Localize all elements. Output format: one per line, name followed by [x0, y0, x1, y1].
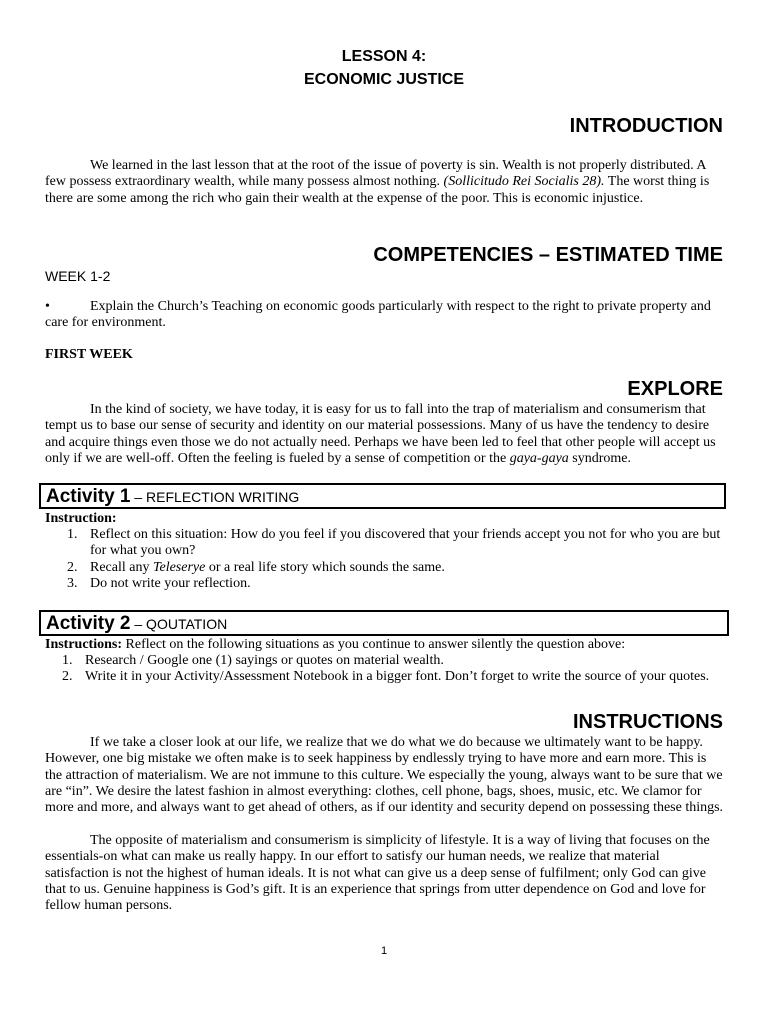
introduction-paragraph	[45, 158, 725, 207]
item-text-post: or a real life story which sounds the same.	[205, 559, 445, 575]
introduction-heading: INTRODUCTION	[569, 115, 723, 137]
activity-1-title	[46, 485, 299, 509]
activity-2-box	[39, 610, 729, 636]
item-number: 2.	[62, 669, 73, 685]
page-number: 1	[380, 945, 388, 957]
activity-1-list	[67, 527, 723, 592]
intro-citation: (Sollicitudo Rei Socialis 28).	[443, 174, 605, 190]
list-item	[62, 669, 730, 685]
explore-text-a: In the kind of society, we have today, it is easy for us to fall into the trap of materialism and consumerism that tempt us to base our sense of security and identity on our material possessions. Many of us have the tendency to desire and acquire things even those we do not actually need. Perhaps we have been led to feel that other people will accept us only if we are well-off. Often the feeling is fueled by a sense of competition or the	[45, 402, 716, 466]
instructions-heading: INSTRUCTIONS	[573, 711, 723, 733]
activity-2-instruction-label: Instructions:	[45, 637, 123, 652]
list-item	[67, 576, 723, 592]
lesson-number: LESSON 4:	[341, 48, 427, 65]
competency-text: Explain the Church’s Teaching on economic goods particularly with respect to the right to private property and care for environment.	[45, 299, 711, 331]
instructions-text-2: The opposite of materialism and consumerism is simplicity of lifestyle. It is a way of living that focuses on the essentials-on what can make us really happy. In our effort to satisfy our human needs, we realize that material satisfaction is not the highest of human ideals. It is not what can give us a deep sense of fulfilment; only God can give that to us. Genuine happiness is God’s gift. It is an experience that springs from utter dependence on God and love for fellow human persons.	[45, 833, 710, 914]
item-text: Write it in your Activity/Assessment Notebook in a bigger font. Don’t forget to write the source of your quotes.	[85, 669, 710, 685]
intro-text-b: The worst thing is there are some among the rich who gain their wealth at the expense of the poor. This is economic injustice.	[45, 174, 710, 206]
week-label: WEEK 1-2	[45, 268, 111, 284]
explore-text-b: syndrome.	[568, 450, 632, 466]
activity-1-box	[39, 483, 726, 509]
lesson-title: ECONOMIC JUSTICE	[303, 71, 464, 88]
list-item	[62, 653, 730, 669]
activity-1-subtitle: – REFLECTION WRITING	[130, 489, 300, 505]
item-number: 1.	[67, 527, 78, 542]
item-number: 1.	[62, 653, 73, 668]
item-text-italic: Teleserye	[152, 559, 206, 575]
instructions-paragraph-1	[45, 735, 725, 816]
item-number: 2.	[67, 559, 78, 575]
list-item	[67, 527, 723, 560]
item-text: Reflect on this situation: How do you feel if you discovered that your friends accept you not for who you are but for what you own?	[90, 527, 721, 559]
activity-2-label: Activity 2	[46, 613, 131, 634]
activity-1-instruction-label: Instruction:	[45, 511, 117, 526]
list-item	[67, 560, 723, 576]
item-text-pre: Recall any	[90, 559, 153, 575]
item-number: 3.	[67, 575, 78, 591]
activity-2-subtitle: – QOUTATION	[130, 616, 228, 632]
activity-2-title	[46, 612, 227, 636]
activity-2-instruction	[45, 637, 735, 653]
intro-text-a: We learned in the last lesson that at the root of the issue of poverty is sin. Wealth is not properly distributed. A few possess extraordinary wealth, while many possess almost nothing.	[45, 158, 706, 190]
explore-heading: EXPLORE	[627, 378, 723, 400]
item-text: Research / Google one (1) sayings or quotes on material wealth.	[85, 653, 444, 668]
activity-2-instruction-text: Reflect on the following situations as you continue to answer silently the question above:	[122, 637, 626, 652]
explore-italic: gaya-gaya	[509, 450, 569, 466]
instructions-text-1: If we take a closer look at our life, we realize that we do what we do because we ultimately want to be happy. However, one big mistake we often make is to seek happiness by endlessly trying to have more and earn more. This is the attraction of materialism. We are not immune to this culture. We especially the young, always want to be sure that we are “in”. We desire the latest fashion in almost everything: clothes, cell phone, bags, shoes, music, etc. We clamor for more and more, and always want to get ahead of others, as if our identity and security depend on possessing these things.	[45, 735, 724, 816]
activity-1-label: Activity 1	[46, 486, 131, 507]
explore-paragraph	[45, 402, 725, 467]
instructions-paragraph-2	[45, 833, 725, 914]
competencies-heading: COMPETENCIES – ESTIMATED TIME	[373, 244, 723, 266]
item-text: Do not write your reflection.	[90, 575, 251, 591]
activity-2-list	[62, 653, 730, 686]
competency-item	[45, 299, 725, 332]
bullet: •	[45, 299, 50, 314]
first-week-label: FIRST WEEK	[45, 347, 133, 362]
